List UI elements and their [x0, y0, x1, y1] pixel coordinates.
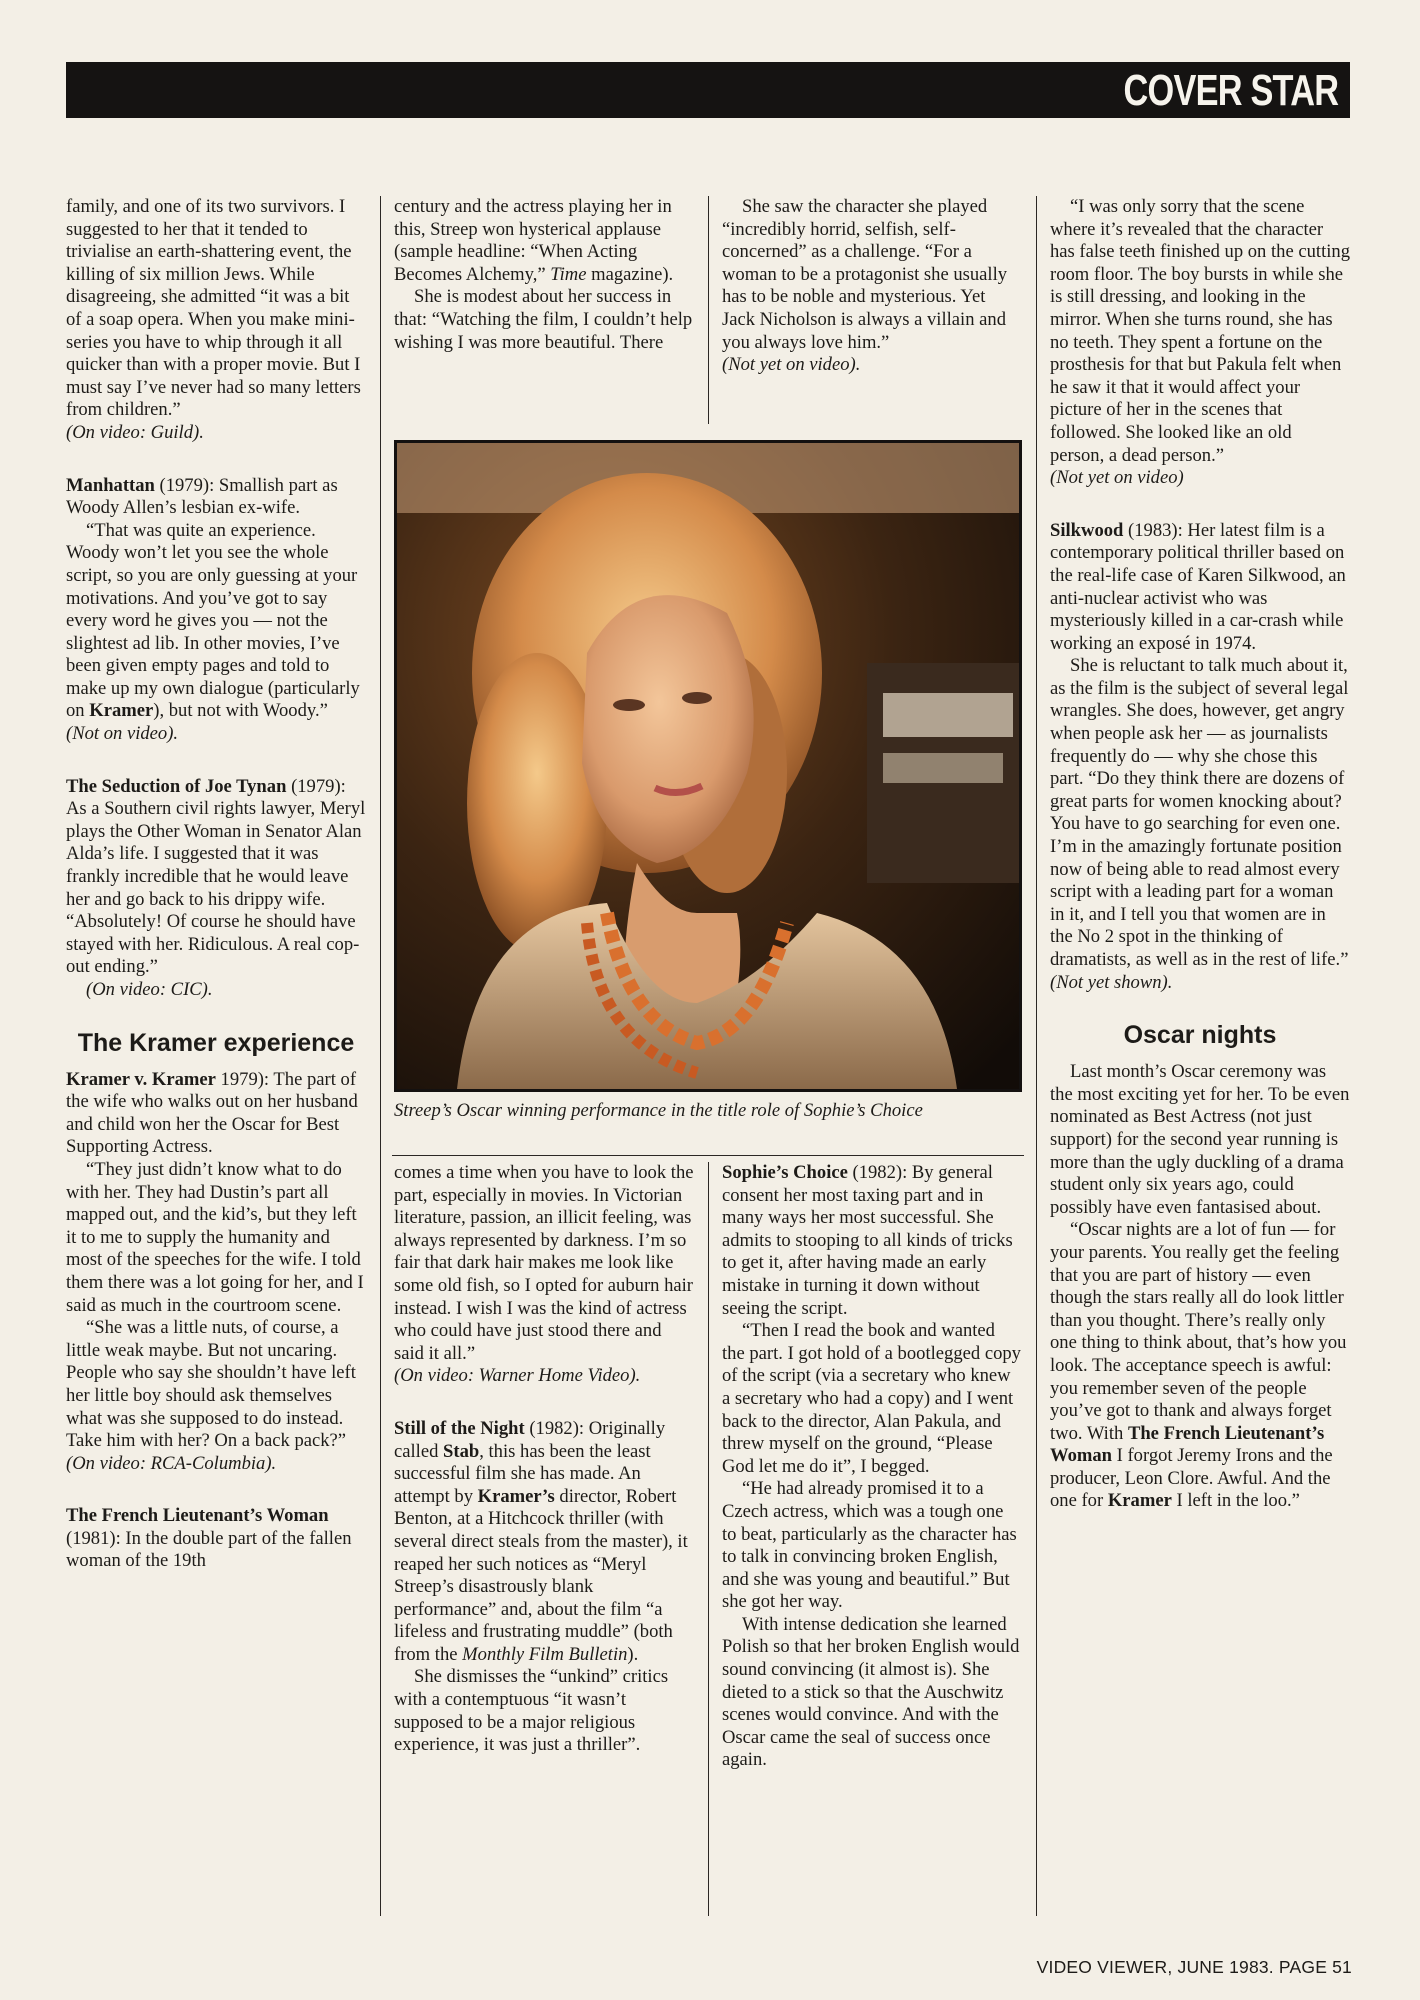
column-rule: [708, 1162, 709, 1916]
film-entry-sophies-choice: [722, 1162, 1022, 1320]
column-2-bottom: [394, 1162, 694, 1757]
paragraph: She dismisses the “unkind” critics with a contemptuous “it wasn’t supposed to be a major religious experience, it was just a thriller”.: [394, 1666, 669, 1756]
paragraph: “I was only sorry that the scene where it’s revealed that the character has false teeth finished up on the cutting room floor. The boy bursts in while she is still dressing, and looking in the mirror. When she turns round, she has no teeth. They spent a fortune on the prosthesis for that but Pakula felt when he saw it that it would affect your picture of her in the scenes that followed. She looked like an old person, a dead person.”: [1050, 196, 1351, 466]
quote-text: I left in the loo.”: [1171, 1490, 1300, 1512]
paragraph: She is reluctant to talk much about it, as the film is the subject of several legal wrangles. She does, however, get angry when people ask her — as journalists frequently do — why she chose this part. “Do they think there are dozens of great parts for women knocking about? You have to go searching for even one. I’m in the amazingly fortunate position now of being able to read almost every script with a leading part for a woman in it, and I tell you that women are in the No 2 spot in the thinking of dramatists, as well as in the rest of life.”: [1050, 655, 1349, 970]
subheading: The Kramer experience: [77, 1028, 355, 1057]
film-description: (1979): As a Southern civil rights lawyer, Meryl plays the Other Woman in Senator Alan Alda’s life. I suggested that it was frankly incredible that he would leave her and go back to his drippy wife. “Absolutely! Of course he should have stayed with her. Ridiculous. A real cop-out ending.”: [66, 775, 366, 978]
video-source: (On video: Guild).: [66, 421, 204, 443]
film-title: Still of the Night: [394, 1417, 525, 1439]
film-title: The French Lieutenant’s Woman: [66, 1505, 329, 1527]
section-title: COVER STAR: [1123, 66, 1338, 115]
paragraph: With intense dedication she learned Polish so that her broken English would sound convincing (it almost is). She dieted to a stick so that the Auschwitz scenes would convince. And with the Oscar came the seal of success once again.: [722, 1613, 1020, 1771]
paragraph: “They just didn’t know what to do with her. They had Dustin’s part all mapped out, and the kid’s, but they left it to me to supply the humanity and most of the speeches for the wife. I told them there was a lot going for her, and I said as much in the courtroom scene.: [66, 1158, 364, 1316]
column-4: [1050, 196, 1350, 1513]
column-rule: [1036, 196, 1037, 1916]
column-3-top: [722, 196, 1022, 377]
paragraph: She is modest about her success in that: “Watching the film, I couldn’t help wishing I was more beautiful. There: [394, 286, 693, 353]
paragraph: [1050, 1219, 1350, 1513]
text: ).: [627, 1643, 639, 1665]
publication-title: Monthly Film Bulletin: [462, 1643, 628, 1665]
text: (1982): Originally called: [394, 1417, 666, 1462]
film-reference: The French Lieutenant’s Woman: [1050, 1422, 1325, 1467]
video-source: (On video: CIC).: [86, 979, 213, 1000]
paragraph: “He had already promised it to a Czech actress, which was a tough one to beat, particularly as the character has to talk in convincing broken English, and she was young and beautiful.” But she got her way.: [722, 1478, 1017, 1613]
quote-text: “That was quite an experience. Woody won’t let you see the whole script, so you are only guessing at your motivations. And you’ve got to say every word he gives you — not the slightest ad lib. In other movies, I’ve been given empty pages and told to make up my own dialogue (particularly on: [66, 519, 360, 722]
column-rule: [708, 196, 709, 424]
film-entry-manhattan: [66, 475, 366, 520]
text: , this has been the least successful film she has made. An attempt by: [394, 1440, 651, 1507]
text: magazine).: [586, 263, 674, 285]
film-title: Silkwood: [1050, 519, 1124, 541]
paragraph: She saw the character she played “incredibly horrid, selfish, self-concerned” as a challenge. “For a woman to be a protagonist she usually has to be noble and mysterious. Yet Jack Nicholson is always a villain and you always love him.”: [722, 196, 1008, 353]
column-3-bottom: [722, 1162, 1022, 1772]
paragraph: Last month’s Oscar ceremony was the most exciting yet for her. To be even nominated as Best Actress (not just support) for the second year running is more than the ugly duckling of a drama student only six years ago, could possibly have even fantasised about.: [1050, 1061, 1350, 1218]
film-title: The Seduction of Joe Tynan: [66, 775, 287, 797]
video-source: (Not yet on video).: [722, 354, 861, 376]
video-source: (Not yet on video): [1050, 467, 1184, 489]
film-reference: Kramer: [89, 700, 154, 722]
paragraph: “She was a little nuts, of course, a little weak maybe. But not uncaring. People who say she shouldn’t have left her little boy should ask themselves what was she supposed to do instead. Take him with her? On a back pack?”: [66, 1317, 356, 1452]
caption-rule: [392, 1155, 1024, 1156]
text: century and the actress playing her in this, Streep won hysterical applause (sample headline: “When Acting Becomes Alchemy,”: [394, 196, 672, 285]
paragraph: family, and one of its two survivors. I suggested to her that it tended to trivialise an earth-shattering event, the killing of six million Jews. While disagreeing, she admitted “it was a bit of a soap opera. When you make mini-series you have to whip through it all quicker than with a proper movie. But I must say I’ve never had so many letters from children.”: [66, 196, 361, 421]
film-still-photo: [394, 440, 1022, 1092]
publication-title: Time: [550, 263, 587, 285]
film-title: Sophie’s Choice: [722, 1162, 848, 1183]
film-description: (1982): By general consent her most taxing part and in many ways her most successful. She admits to stooping to all kinds of tricks to get it, after having made an early mistake in turning it down without seeing the script.: [722, 1162, 1013, 1319]
film-title: Kramer v. Kramer: [66, 1068, 216, 1090]
portrait-image: [397, 443, 1019, 1089]
section-header-bar: [66, 62, 1350, 118]
quote-text: I forgot Jeremy Irons and the producer, Leon Clore. Awful. And the one for: [1050, 1445, 1333, 1512]
film-description: 1979): The part of the wife who walks out on her husband and child won her the Oscar for Best Supporting Actress.: [66, 1068, 358, 1158]
film-reference: Stab: [443, 1440, 480, 1462]
column-rule: [380, 196, 381, 1916]
paragraph: [394, 196, 694, 286]
subheading: Oscar nights: [1123, 1021, 1277, 1050]
film-entry-tynan: [66, 776, 366, 979]
paragraph: comes a time when you have to look the part, especially in movies. In Victorian literature, passion, an illicit feeling, was always represented by darkness. I’m so fair that dark hair makes me look like some old fish, so I opted for auburn hair instead. I wish I was the kind of actress who could have just stood there and said it all.”: [394, 1162, 694, 1364]
column-2-top: [394, 196, 694, 354]
film-description: (1981): In the double part of the fallen woman of the 19th: [66, 1527, 352, 1572]
video-source: (Not yet shown).: [1050, 971, 1173, 993]
paragraph: [66, 520, 366, 723]
film-entry-french-lieutenant: [66, 1505, 366, 1573]
film-title: Manhattan: [66, 474, 155, 496]
video-source: (On video: Warner Home Video).: [394, 1365, 641, 1387]
column-1: [66, 196, 366, 1573]
film-entry-kramer: [66, 1069, 366, 1159]
film-entry-still-of-the-night: [394, 1418, 694, 1667]
paragraph: “Then I read the book and wanted the part. I got hold of a bootlegged copy of the script (via a secretary who knew a secretary who had a copy) and I went back to the director, Alan Pakula, and threw myself on the ground, “Please God let me do it”, I begged.: [722, 1320, 1021, 1477]
film-description: (1983): Her latest film is a contemporary political thriller based on the real-life case of Karen Silkwood, an anti-nuclear activist who was mysteriously killed in a car-crash while working an exposé in 1974.: [1050, 519, 1346, 654]
film-reference: Kramer’s: [477, 1485, 555, 1507]
film-reference: Kramer: [1107, 1490, 1172, 1512]
quote-text: ), but not with Woody.”: [153, 700, 328, 722]
video-source: (On video: RCA-Columbia).: [66, 1452, 277, 1474]
video-source: (Not on video).: [66, 723, 179, 745]
film-description: (1979): Smallish part as Woody Allen’s lesbian ex-wife.: [66, 474, 338, 519]
film-entry-silkwood: [1050, 520, 1350, 656]
page-footer: VIDEO VIEWER, JUNE 1983. PAGE 51: [1036, 1957, 1352, 1977]
quote-text: “Oscar nights are a lot of fun — for your parents. You really get the feeling that you are part of history — even though the stars really all do look littler than you thought. There’s really only one thing to think about, that’s how you look. The acceptance speech is awful: you remember seven of the people you’ve got to thank and always forget two. With: [1050, 1219, 1347, 1444]
photo-caption: Streep’s Oscar winning performance in the title role of Sophie’s Choice: [394, 1100, 923, 1121]
text: director, Robert Benton, at a Hitchcock thriller (with several direct steals from the master), it reaped her such notices as “Meryl Streep’s disastrously blank performance” and, about the film “a lifeless and frustrating muddle” (both from the: [394, 1485, 688, 1665]
